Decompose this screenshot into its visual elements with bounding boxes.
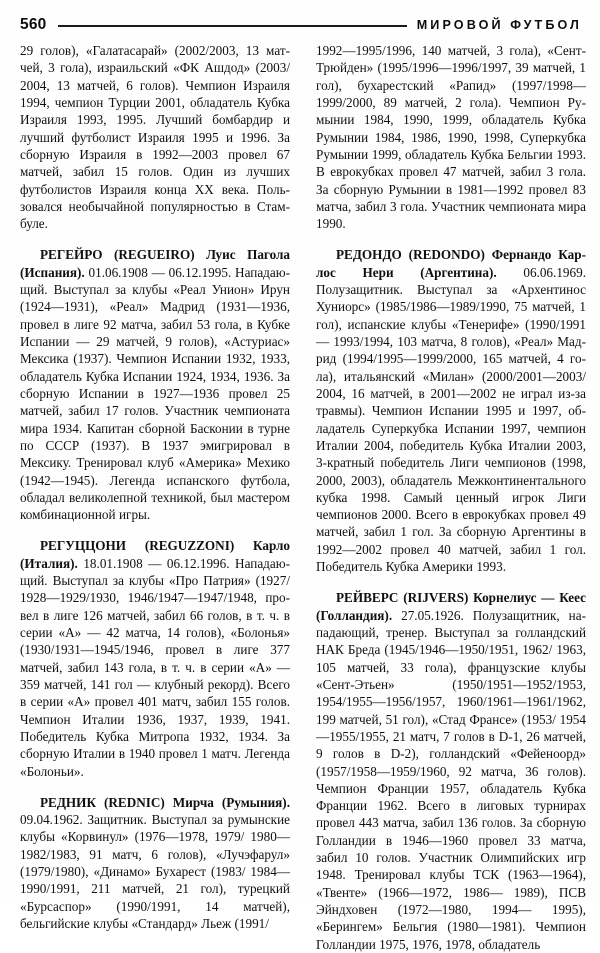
page-number: 560 xyxy=(20,16,47,34)
entry-headword: РЕЙВЕРС (RIJVERS) Корнелиус — Кеес (Голландия). xyxy=(316,590,586,623)
running-head xyxy=(0,12,600,38)
entry-paragraph xyxy=(20,246,290,523)
entry-headword: РЕДОНДО (REDONDO) Фернандо Карлос Нери (Аргентина). xyxy=(316,247,586,280)
dictionary-entry-redondo xyxy=(316,246,586,575)
header-rule xyxy=(58,25,406,27)
dictionary-entry-regueiro xyxy=(20,246,290,523)
entry-paragraph xyxy=(20,794,290,933)
entry-body: 09.04.1962. Защитник. Выступал за румынские клубы «Корвинул» (1976—1978, 1979/ 1980—1982/1983, 91 матч, 6 голов), «Лучэфарул» (1979/1980), «Динамо» Бухарест (1983/ 1984—1990/1991, 211 матчей, 21 гол), турецкий «Бурсаспор» (1990/1991, 14 матчей), бельгийские клубы «Стандард» Льеж (1991/ xyxy=(20,812,290,931)
running-title: МИРОВОЙ ФУТБОЛ xyxy=(416,17,582,32)
continuation-text: 1992—1995/1996, 140 матчей, 3 гола), «Сент-Трюйден» (1995/1996—1996/1997, 39 матчей, 1 гол), бухарестский «Рапид» (1997/1998— 1999/2000, 89 матчей, 2 гола). Чемпион Румынии 1984, 1990, 1999, обладатель Кубка Румынии 1984, 1986, 1990, 1998, Суперкубка Румынии 1999, обладатель Кубка Бельгии 1993. В еврокубках провел 47 матчей, забил 3 гола. За сборную Румынии в 1981—1992 провел 83 матча, забил 3 гола. Участник чемпионата мира 1990. xyxy=(316,43,586,232)
entry-body: 27.05.1926. Полузащитник, нападающий, тренер. Выступал за голландский НАК Бреда (1945/1946—1950/1951, 1962/ 1963, 105 матчей, 33 гола), французские клубы «Сент-Этьен» (1950/1951—1952/1953, 1954/1955—1956/1957, 1960/1961—1961/1962, 199 матчей, 51 гол), «Стад Франсе» (1953/ 1954—1955/1955, 21 матч, 7 голов в D-1, 26 матчей, 9 голов в D-2), голландский «Фейеноорд» (1957/1958—1959/1960, 92 матча, 36 голов). Чемпион Франции 1957, обладатель Кубка Франции 1962. Всего в лиговых турнирах провел 443 матча, забил 136 голов. За сборную Голландии в 1946—1960 провел 33 матча, забил 10 голов. Участник Олимпийских игр 1948. Тренировал клубы ТСК (1963—1964), «Твенте» (1966—1972, 1986— 1989), ПСВ Эйндховен (1972—1980, 1994— 1995), «Берингем» Бельгия (1980—1981). Чемпион Голландии 1975, 1976, 1978, обладатель xyxy=(316,607,586,952)
entry-body: 18.01.1908 — 06.12.1996. Нападающий. Выступал за клубы «Про Патрия» (1927/ 1928—1929/1930, 1946/1947—1947/1948, провел в лиге 126 матчей, забил 66 голов, в т. ч. в серии «А» — 42 матча, 14 голов), «Болонья» (1930/1931—1945/1946, провел в лиге 377 матчей, забил 143 гола, в т. ч. в серии «А» — 359 матчей, 141 гол — клубный рекорд). Всего в серии «А» провел 401 матч, забил 155 голов. Чемпион Италии 1936, 1937, 1939, 1941. Победитель Кубка Митропа 1932, 1934. За сборную Италии в 1940 провел 1 матч. Легенда «Болоньи». xyxy=(20,555,290,779)
page-columns xyxy=(20,42,586,952)
entry-continuation-paragraph xyxy=(316,42,586,232)
continuation-text: 29 голов), «Галатасарай» (2002/2003, 13 матчей, 3 гола), израильский «ФК Ашдод» (2003/ 2004, 13 матчей, 6 голов). Чемпион Израиля 1994, чемпион Турции 2001, обладатель Кубка Израиля 1993, 1995. Лучший бомбардир и лучший футболист Израиля 1995 и 1996. За сборную Израиля в 1992—2003 провел 67 матчей, забил 15 голов. Один из лучших футболистов Израиля конца XX века. Пользовался необычайной популярностью в Стамбуле. xyxy=(20,43,290,232)
dictionary-entry-rednic xyxy=(20,794,290,933)
entry-headword: РЕДНИК (REDNIC) Мирча (Румыния). xyxy=(40,794,290,810)
entry-paragraph xyxy=(316,246,586,575)
entry-body: 06.06.1969. Полузащитник. Выступал за «Архентинос Хуниорс» (1985/1986—1989/1990, 75 матчей, 1 гол), испанские клубы «Тенерифе» (1990/1991— 1993/1994, 103 матча, 8 голов), «Реал» Мадрид (1994/1995—1999/2000, 165 матчей, 4 гола), итальянский «Милан» (2000/2001—2003/ 2004, 16 матчей, в 2001—2002 не играл из-за травмы). Чемпион Испании 1995 и 1997, обладатель Суперкубка Испании 1997, чемпион Италии 2004, победитель Кубка Италии 2003, 3-кратный победитель Лиги чемпионов (1998, 2000, 2003), обладатель Межконтинентального кубка 1998. Самый ценный игрок Лиги чемпионов 2000. Всего в еврокубках провел 49 матчей, забил 1 гол. За сборную Аргентины в 1992—2002 провел 40 матчей, забил 1 гол. Победитель Кубка Америки 1993. xyxy=(316,264,586,575)
entry-paragraph xyxy=(316,589,586,953)
column-left xyxy=(20,42,290,931)
column-right xyxy=(316,42,586,952)
dictionary-entry-rijvers xyxy=(316,589,586,953)
entry-headword: РЕГУЦЦОНИ (REGUZZONI) Карло (Италия). xyxy=(20,538,290,571)
entry-paragraph xyxy=(20,537,290,779)
entry-continuation-paragraph xyxy=(20,42,290,232)
entry-body: 01.06.1908 — 06.12.1995. Нападающий. Выступал за клубы «Реал Унион» Ирун (1924—1931), «Реал» Мадрид (1931—1936, провел в лиге 92 матча, забил 53 гола, в Кубке Испании — 29 матчей, 9 голов), «Астуриас» Мексика (1937). Чемпион Испании 1932, 1933, обладатель Кубка Испании 1924, 1934, 1936. За сборную Испании в 1927—1936 провел 25 матчей, забил 17 голов. Участник чемпионата мира 1934. Капитан сборной Басконии в турне по СССР (1937). В 1937 эмигрировал в Мексику. Тренировал клуб «Америка» Мехико (1942—1945). Легенда испанского футбола, обладал великолепной техникой, был мастером комбинационной игры. xyxy=(20,264,290,523)
dictionary-entry-reguzzoni xyxy=(20,537,290,779)
entry-headword: РЕГЕЙРО (REGUEIRO) Луис Пагола (Испания). xyxy=(20,247,290,280)
